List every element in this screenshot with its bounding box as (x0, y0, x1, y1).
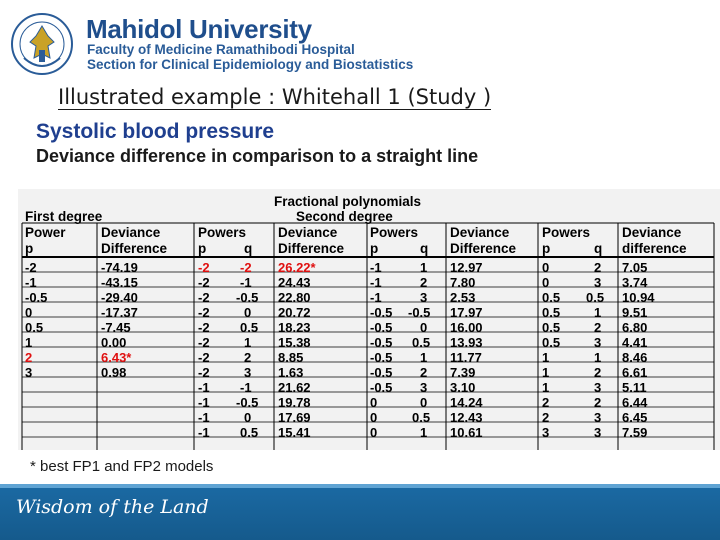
fp2a-p-best: -2 (198, 260, 210, 275)
fp2a-p: -1 (198, 410, 210, 425)
fp1-deviance: 0.98 (101, 365, 127, 380)
fp2c-deviance: 7.59 (622, 425, 648, 440)
fp2b-deviance: 14.24 (450, 395, 483, 410)
fp2a-p: -2 (198, 305, 210, 320)
fp2b-deviance: 17.97 (450, 305, 483, 320)
col-header-deviance: Deviance (622, 225, 682, 240)
fp2c-q: 2 (594, 320, 602, 335)
fp2b-p: -1 (370, 275, 382, 290)
fp1-p-best: 2 (25, 350, 33, 365)
fp2c-deviance: 9.51 (622, 305, 648, 320)
fp2c-q: 3 (594, 380, 602, 395)
fp1-deviance: 0.00 (101, 335, 127, 350)
fp2b-deviance: 16.00 (450, 320, 483, 335)
fp2b-p: 0 (370, 425, 378, 440)
fp2b-p: -0.5 (370, 335, 393, 350)
fp2b-q: 3 (420, 290, 428, 305)
fp2b-q: 0 (420, 395, 428, 410)
fp2c-deviance: 6.45 (622, 410, 648, 425)
footer-slogan: Wisdom of the Land (16, 496, 209, 518)
fp2a-p: -1 (198, 395, 210, 410)
fp2a-deviance: 24.43 (278, 275, 311, 290)
fp2c-p: 1 (542, 380, 550, 395)
chart-description: Deviance difference in comparison to a straight line (36, 146, 479, 166)
col-header-deviance: Deviance (101, 225, 161, 240)
fp2b-p: -1 (370, 260, 382, 275)
col-header-difference: Difference (101, 241, 168, 256)
fp2a-p: -1 (198, 380, 210, 395)
fp2b-q: 1 (420, 425, 428, 440)
col-header-powers: Powers (198, 225, 247, 240)
footnote: * best FP1 and FP2 models (30, 458, 214, 475)
fp2b-q: 0.5 (412, 410, 431, 425)
faculty-name: Faculty of Medicine Ramathibodi Hospital (87, 42, 355, 57)
fp2b-deviance: 11.77 (450, 350, 482, 365)
fp2a-q: -1 (240, 275, 252, 290)
fp2c-deviance: 8.46 (622, 350, 648, 365)
fp2a-p: -2 (198, 320, 210, 335)
fp2a-p: -2 (198, 335, 210, 350)
fp2c-p: 2 (542, 395, 550, 410)
fp2a-deviance-best: 26.22* (278, 260, 316, 275)
fp1-deviance: -29.40 (101, 290, 138, 305)
fp2a-deviance: 22.80 (278, 290, 311, 305)
fp2b-q: -0.5 (408, 305, 431, 320)
fp2a-q-best: -2 (240, 260, 252, 275)
section-name: Section for Clinical Epidemiology and Biostatistics (87, 57, 414, 72)
fp2a-p: -2 (198, 365, 210, 380)
fp2c-q: 2 (594, 260, 602, 275)
fp2b-q: 2 (420, 365, 428, 380)
fp2b-q: 2 (420, 275, 428, 290)
col-header-q: q (420, 241, 429, 256)
fp2c-p: 0.5 (542, 305, 561, 320)
col-header-difference: Difference (278, 241, 345, 256)
fp2a-deviance: 19.78 (278, 395, 311, 410)
fp2b-q: 3 (420, 380, 428, 395)
university-seal-logo (10, 12, 74, 76)
fp2c-q: 2 (594, 395, 602, 410)
fp2a-p: -2 (198, 290, 210, 305)
col-header-p: p (542, 241, 551, 256)
fp2a-q: 0.5 (240, 320, 259, 335)
fp1-p: 1 (25, 335, 33, 350)
col-header-q: q (594, 241, 603, 256)
fp2a-q: 1 (244, 335, 252, 350)
fp2c-q: 3 (594, 335, 602, 350)
fp2b-deviance: 2.53 (450, 290, 476, 305)
col-header-deviance: Deviance (450, 225, 510, 240)
fp2b-q: 0.5 (412, 335, 431, 350)
fp2c-deviance: 5.11 (622, 380, 647, 395)
fp1-deviance: -43.15 (101, 275, 138, 290)
fp2c-q: 2 (594, 365, 602, 380)
fp2c-p: 0.5 (542, 335, 561, 350)
fp2c-p: 2 (542, 410, 550, 425)
fp2c-deviance: 6.80 (622, 320, 648, 335)
fp2b-p: -0.5 (370, 350, 393, 365)
fp2b-q: 1 (420, 350, 428, 365)
fp2a-q: -0.5 (236, 395, 259, 410)
fp2a-deviance: 8.85 (278, 350, 304, 365)
fp2c-p: 0 (542, 275, 550, 290)
fp2c-q: 1 (594, 305, 602, 320)
fp1-p: -1 (25, 275, 37, 290)
fp2b-deviance: 10.61 (450, 425, 483, 440)
fp2a-p: -2 (198, 275, 210, 290)
fp2c-deviance: 7.05 (622, 260, 648, 275)
fp2c-deviance: 4.41 (622, 335, 648, 350)
fp2c-deviance: 6.44 (622, 395, 648, 410)
col-header-difference-lower: difference (622, 241, 687, 256)
fp2a-q: 0.5 (240, 425, 259, 440)
university-name: Mahidol University (86, 14, 312, 44)
fp1-deviance: -7.45 (101, 320, 131, 335)
fp2c-p: 0.5 (542, 290, 561, 305)
fp2b-deviance: 13.93 (450, 335, 483, 350)
fp1-deviance: -74.19 (101, 260, 138, 275)
fp2b-q: 1 (420, 260, 428, 275)
fp2c-q: 3 (594, 425, 602, 440)
fp2c-q: 0.5 (586, 290, 605, 305)
fp2b-deviance: 12.43 (450, 410, 483, 425)
fp2a-q: -0.5 (236, 290, 259, 305)
fp2a-q: 0 (244, 410, 252, 425)
fp2a-q: 0 (244, 305, 252, 320)
fp2c-p: 0.5 (542, 320, 561, 335)
fp2a-p: -2 (198, 350, 210, 365)
fp2b-p: 0 (370, 410, 378, 425)
fp2c-q: 3 (594, 275, 602, 290)
fp2c-p: 1 (542, 365, 550, 380)
col-header-powers: Powers (542, 225, 591, 240)
fp2b-deviance: 3.10 (450, 380, 476, 395)
col-header-p: p (198, 241, 207, 256)
fp2b-p: -1 (370, 290, 382, 305)
fp2c-q: 1 (594, 350, 602, 365)
col-header-power: Power (25, 225, 66, 240)
fp2c-p: 1 (542, 350, 550, 365)
col-header-powers: Powers (370, 225, 419, 240)
fp2a-deviance: 15.41 (278, 425, 311, 440)
col-header-deviance: Deviance (278, 225, 338, 240)
fp1-p: -0.5 (25, 290, 48, 305)
col-header-q: q (244, 241, 253, 256)
fp2c-p: 3 (542, 425, 550, 440)
fp2b-p: -0.5 (370, 305, 393, 320)
fp2b-p: -0.5 (370, 320, 393, 335)
fp2a-p: -1 (198, 425, 210, 440)
fp1-p: 3 (25, 365, 33, 380)
fp2a-deviance: 18.23 (278, 320, 311, 335)
fp2b-deviance: 7.80 (450, 275, 476, 290)
fp2b-deviance: 12.97 (450, 260, 483, 275)
col-header-p: p (370, 241, 379, 256)
footer-stripe (0, 484, 720, 488)
col-header-difference: Difference (450, 241, 517, 256)
second-degree-label: Second degree (296, 209, 393, 224)
fp1-p: -2 (25, 260, 37, 275)
fp2c-p: 0 (542, 260, 550, 275)
fp2a-deviance: 21.62 (278, 380, 311, 395)
fp2b-q: 0 (420, 320, 428, 335)
fp2c-deviance: 6.61 (622, 365, 648, 380)
fp1-deviance: -17.37 (101, 305, 138, 320)
fp1-p: 0 (25, 305, 33, 320)
fp2a-deviance: 1.63 (278, 365, 304, 380)
fp2b-p: 0 (370, 395, 378, 410)
fp2b-deviance: 7.39 (450, 365, 476, 380)
col-header-p: p (25, 241, 34, 256)
table-title: Fractional polynomials (274, 194, 422, 209)
fp2c-deviance: 3.74 (622, 275, 648, 290)
fp2a-q: -1 (240, 380, 252, 395)
fp2a-q: 2 (244, 350, 252, 365)
fp2a-q: 3 (244, 365, 252, 380)
slide-title: Illustrated example : Whitehall 1 (Study ) (58, 85, 492, 109)
chart-subtitle: Systolic blood pressure (36, 120, 275, 143)
first-degree-label: First degree (25, 209, 103, 224)
fp2a-deviance: 20.72 (278, 305, 311, 320)
fp2c-q: 3 (594, 410, 602, 425)
fp1-deviance-best: 6.43* (101, 350, 132, 365)
fp2b-p: -0.5 (370, 380, 393, 395)
fp1-p: 0.5 (25, 320, 44, 335)
fp2c-deviance: 10.94 (622, 290, 655, 305)
fp2a-deviance: 15.38 (278, 335, 311, 350)
fp2b-p: -0.5 (370, 365, 393, 380)
fp-deviance-table (18, 189, 720, 450)
fp2a-deviance: 17.69 (278, 410, 311, 425)
